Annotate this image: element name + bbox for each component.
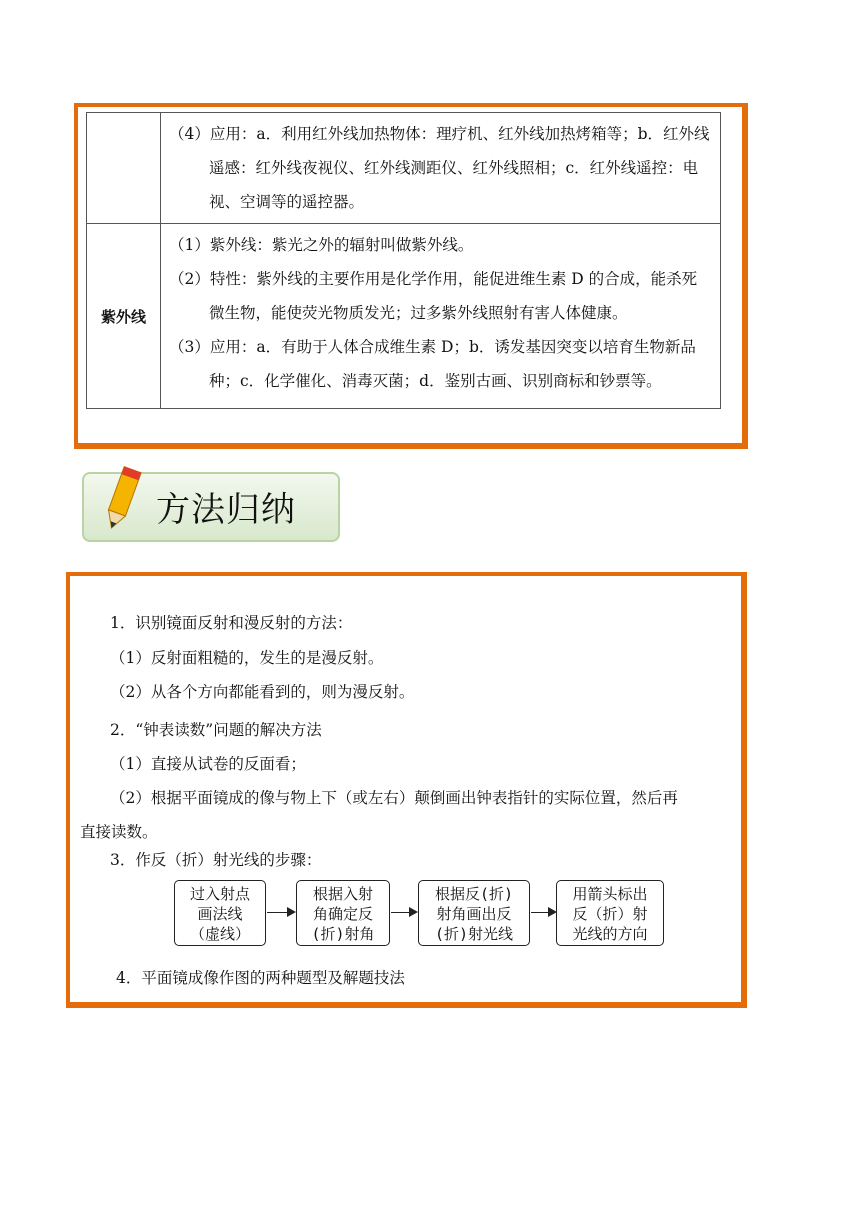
list-item: （4）应用：a．利用红外线加热物体：理疗机、红外线加热烤箱等；b．红外线遥感：红外线夜视仪、红外线测距仪、红外线照相；c．红外线遥控：电视、空调等的遥控器。 [169,125,710,211]
flow-text: 射角画出反 [436,905,512,923]
row-header [87,113,161,224]
pencil-icon [92,466,152,538]
method-line: 直接读数。 [80,823,158,841]
flow-step-1 [174,880,266,946]
arrow-icon [267,912,294,913]
arrow-icon [531,912,555,913]
flow-text: 角确定反 [312,905,373,923]
list-item: （1）紫外线：紫光之外的辐射叫做紫外线。 [169,236,474,254]
flow-text: 用箭头标出 [572,885,648,903]
method-line: （1）反射面粗糙的，发生的是漫反射。 [110,649,384,667]
section-header [82,472,342,546]
flow-text: 反（折）射 [572,905,648,923]
list-item: （2）特性：紫外线的主要作用是化学作用，能促进维生素 D 的合成，能杀死微生物，能使荧光物质发光；过多紫外线照射有害人体健康。 [169,270,698,322]
table-row [87,224,721,409]
arrow-icon [391,912,416,913]
method-line: 2．“钟表读数”问题的解决方法 [110,721,322,739]
section-title: 方法归纳 [156,490,296,530]
flow-step-2 [296,880,390,946]
flow-text: (折)射光线 [434,925,514,943]
flow-text: 根据入射 [312,885,373,903]
flow-text: (折)射角 [311,925,375,943]
row-content [161,113,721,224]
method-line: 3．作反（折）射光线的步骤： [110,851,322,869]
method-line: 1．识别镜面反射和漫反射的方法： [110,614,353,632]
flow-step-3 [418,880,530,946]
row-header-ultraviolet: 紫外线 [87,224,161,409]
radiation-table [86,112,721,409]
table-row [87,113,721,224]
list-item: （3）应用：a．有助于人体合成维生素 D；b．诱发基因突变以培育生物新品种；c．化学催化、消毒灭菌；d．鉴别古画、识别商标和钞票等。 [169,338,696,390]
method-line: （2）根据平面镜成的像与物上下（或左右）颠倒画出钟表指针的实际位置，然后再 [110,789,678,807]
method-line: （1）直接从试卷的反面看； [110,755,306,773]
method-line: 4．平面镜成像作图的两种题型及解题技法 [116,969,405,987]
flow-text: 过入射点 [189,885,250,903]
flow-text: 光线的方向 [572,925,648,943]
flow-step-4 [556,880,664,946]
flow-text: 根据反(折) [434,885,514,903]
row-content [161,224,721,409]
flow-text: 画法线 [197,905,243,923]
flow-text: （虚线） [189,925,250,943]
method-line: （2）从各个方向都能看到的，则为漫反射。 [110,683,415,701]
